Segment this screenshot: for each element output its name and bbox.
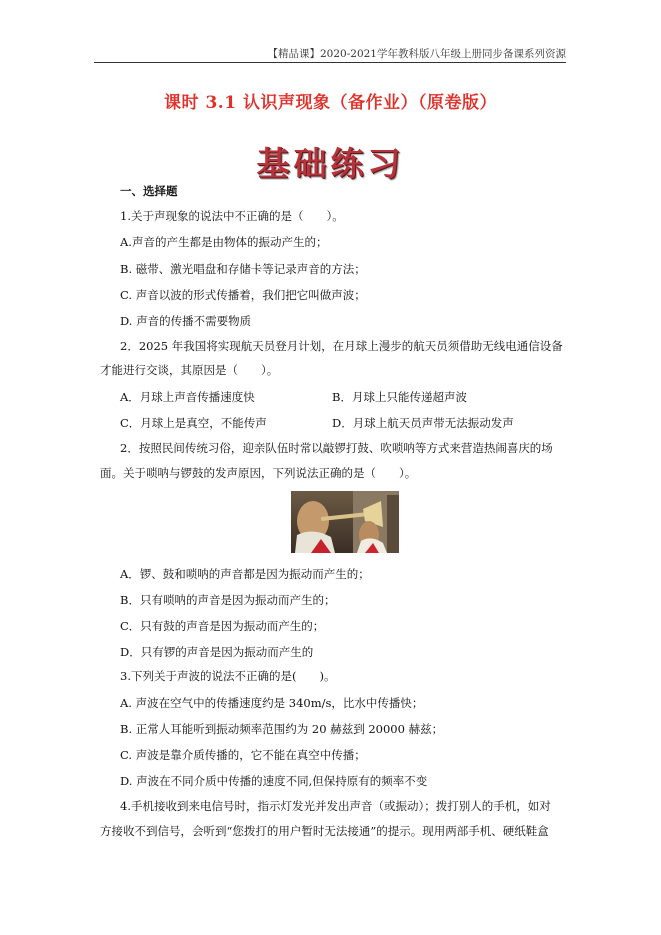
question-2b-stem-line1: 2．按照民间传统习俗，迎亲队伍时常以敲锣打鼓、吹唢呐等方式来营造热闹喜庆的场 — [120, 441, 553, 455]
question-1-option-c: C. 声音以波的形式传播着，我们把它叫做声波； — [120, 288, 366, 302]
section-art-title: 基础练习 — [256, 144, 405, 183]
question-2a-option-a: A．月球上声音传播速度快 — [120, 390, 255, 404]
question-3-stem: 3.下列关于声波的说法不正确的是( )。 — [120, 669, 336, 683]
question-1-stem: 1.关于声现象的说法中不正确的是（ ）。 — [120, 209, 344, 223]
question-3-option-b: B. 正常人耳能听到振动频率范围约为 20 赫兹到 20000 赫兹； — [120, 722, 444, 736]
question-1-option-d: D. 声音的传播不需要物质 — [120, 314, 252, 328]
question-1-option-b: B. 磁带、激光唱盘和存储卡等记录声音的方法； — [120, 262, 366, 276]
question-4-stem-line1: 4.手机接收到来电信号时，指示灯发光并发出声音（或振动）；拨打别人的手机，如对 — [120, 799, 551, 813]
page-title: 课时 3.1 认识声现象（备作业）（原卷版） — [164, 93, 497, 113]
question-2a-stem-line1: 2．2025 年我国将实现航天员登月计划，在月球上漫步的航天员须借助无线电通信设备 — [120, 339, 563, 353]
question-1-option-a: A.声音的产生都是由物体的振动产生的； — [120, 235, 328, 249]
question-4-stem-line2: 方接收不到信号，会听到“您拨打的用户暂时无法接通”的提示。现用两部手机、硬纸鞋盒 — [100, 824, 549, 838]
section-heading: 一、选择题 — [120, 184, 178, 198]
page-header: 【精品课】2020-2021学年教科版八年级上册同步备课系列资源 — [267, 48, 566, 60]
question-2b-option-c: C．只有鼓的声音是因为振动而产生的； — [120, 619, 325, 633]
question-2b-stem-line2: 面。关于唢呐与锣鼓的发声原因，下列说法正确的是（ ）。 — [100, 466, 417, 480]
suona-player-photo — [291, 491, 399, 553]
question-3-option-c: C. 声波是靠介质传播的，它不能在真空中传播； — [120, 748, 366, 762]
question-2a-option-d: D．月球上航天员声带无法振动发声 — [332, 416, 514, 430]
question-2b-option-d: D．只有锣的声音是因为振动而产生的 — [120, 645, 314, 659]
question-2b-option-a: A．锣、鼓和唢呐的声音都是因为振动而产生的； — [120, 567, 370, 581]
question-2a-option-b: B．月球上只能传递超声波 — [332, 390, 467, 404]
question-2a-stem-line2: 才能进行交谈，其原因是（ ）。 — [100, 363, 279, 377]
question-3-option-a: A. 声波在空气中的传播速度约是 340m/s，比水中传播快； — [120, 696, 424, 710]
question-2a-option-c: C．月球上是真空，不能传声 — [120, 416, 267, 430]
header-divider — [94, 62, 566, 63]
question-2b-option-b: B．只有唢呐的声音是因为振动而产生的； — [120, 593, 336, 607]
question-3-option-d: D. 声波在不同介质中传播的速度不同,但保持原有的频率不变 — [120, 774, 428, 788]
